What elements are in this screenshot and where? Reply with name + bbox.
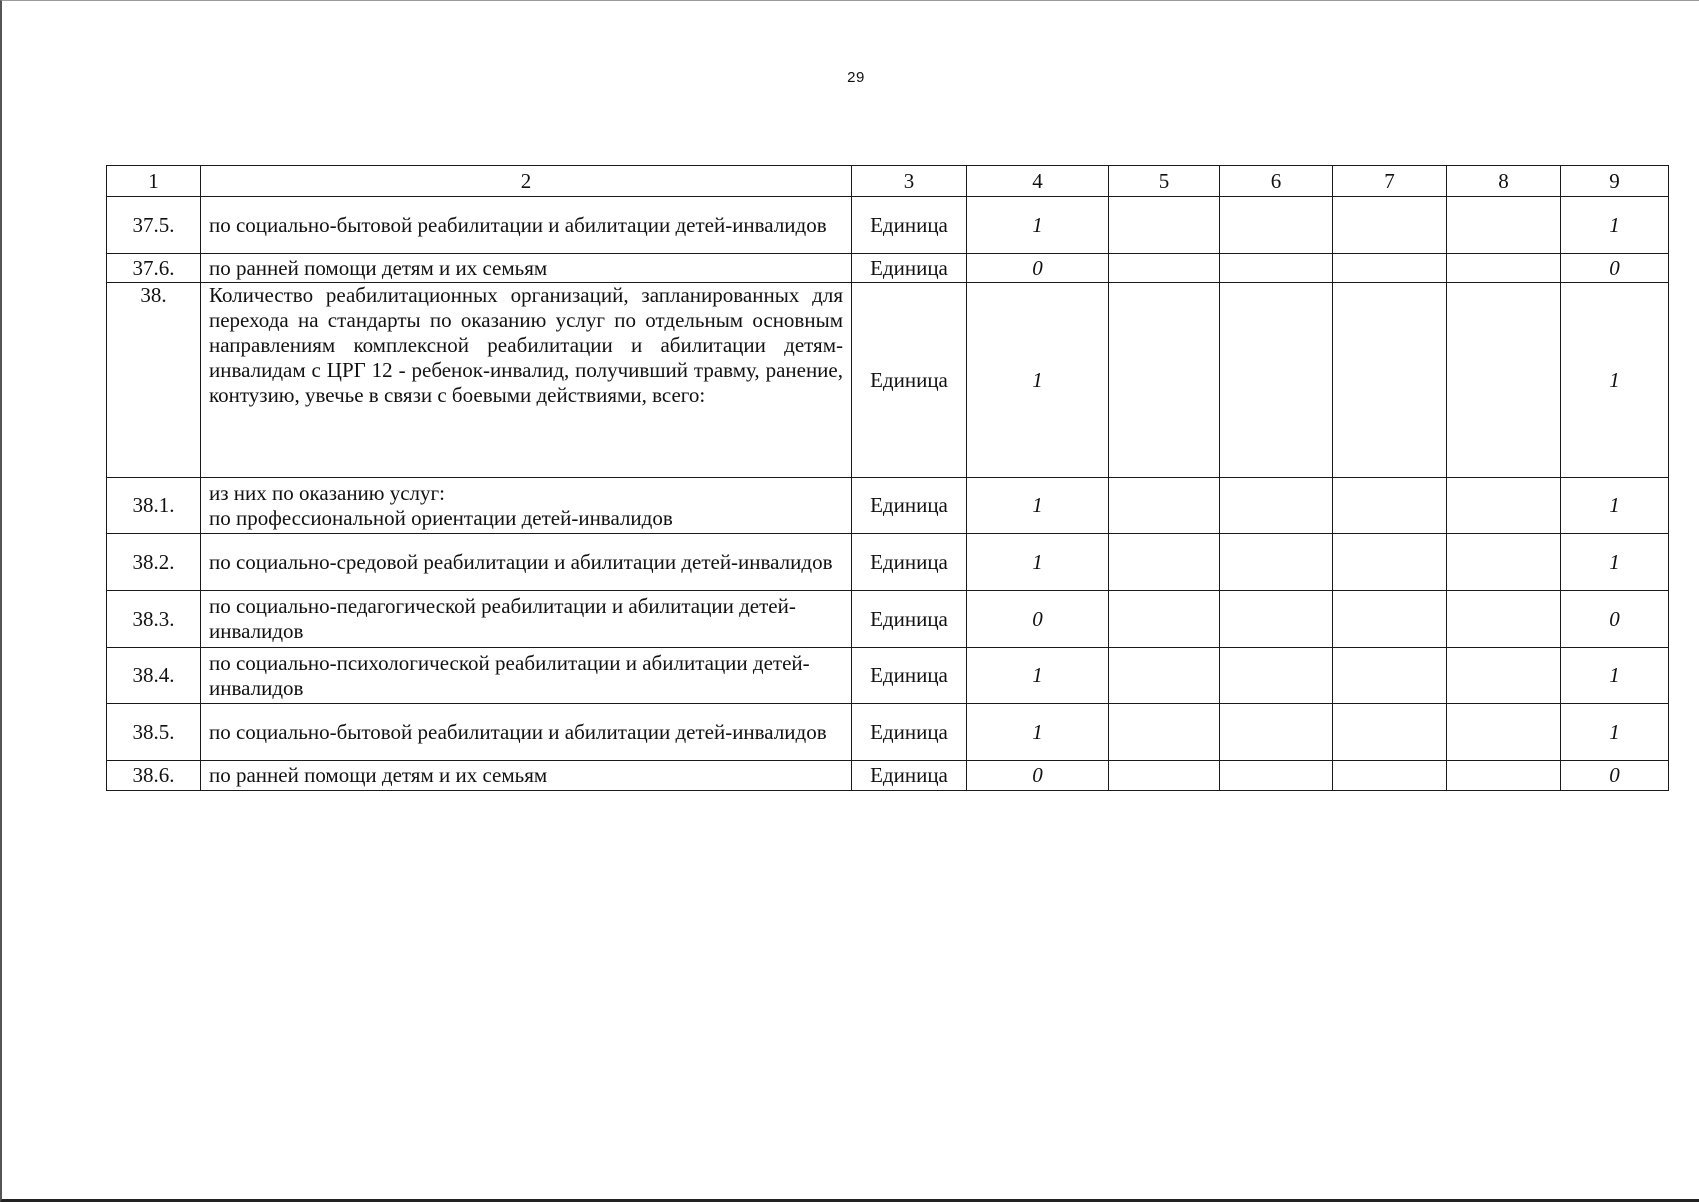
row-unit: Единица	[852, 283, 967, 478]
row-value-col5	[1109, 197, 1220, 254]
header-cell: 6	[1220, 166, 1333, 197]
row-name-line: по ранней помощи детям и их семьям	[209, 763, 548, 787]
row-value-col6	[1220, 478, 1333, 534]
row-value-col4: 1	[967, 197, 1109, 254]
row-value-col6	[1220, 534, 1333, 591]
row-value-col9: 1	[1561, 648, 1669, 704]
row-name	[201, 283, 852, 478]
row-name-line: по социально-педагогической реабилитации и абилитации детей-инвалидов	[209, 594, 796, 643]
row-name-line: по социально-бытовой реабилитации и абилитации детей-инвалидов	[209, 212, 827, 237]
table-row	[107, 197, 1669, 254]
page-number: 29	[847, 69, 865, 86]
row-value-col5	[1109, 254, 1220, 283]
row-unit: Единица	[852, 197, 967, 254]
row-value-col7	[1333, 591, 1447, 648]
row-value-col7	[1333, 761, 1447, 791]
row-value-col4: 1	[967, 283, 1109, 478]
row-value-col8	[1447, 254, 1561, 283]
header-cell: 1	[107, 166, 201, 197]
row-value-col4: 0	[967, 761, 1109, 791]
row-number: 38.2.	[107, 534, 201, 591]
row-name-line: Количество реабилитационных организаций, запланированных для перехода на стандарты по оказанию услуг по отдельным основным направлениям комплексной реабилитации и абилитации детям-инвалидам с ЦРГ 12 - ребенок-инвалид, получивший травму, ранение, контузию, увечье в связи с боевыми действиями, всего:	[209, 283, 843, 407]
row-value-col8	[1447, 197, 1561, 254]
row-name-line: по ранней помощи детям и их семьям	[209, 255, 548, 280]
row-name	[201, 761, 852, 791]
row-value-col6	[1220, 761, 1333, 791]
row-value-col9: 1	[1561, 478, 1669, 534]
row-number: 38.5.	[107, 704, 201, 761]
table-row	[107, 283, 1669, 478]
row-number: 38.3.	[107, 591, 201, 648]
row-value-col7	[1333, 704, 1447, 761]
row-value-col5	[1109, 704, 1220, 761]
table-row	[107, 478, 1669, 534]
row-unit: Единица	[852, 254, 967, 283]
table-row	[107, 704, 1669, 761]
row-value-col8	[1447, 648, 1561, 704]
table-row	[107, 761, 1669, 791]
row-value-col4: 0	[967, 254, 1109, 283]
row-number: 38.	[107, 283, 201, 478]
row-value-col6	[1220, 197, 1333, 254]
row-value-col7	[1333, 478, 1447, 534]
header-cell: 8	[1447, 166, 1561, 197]
row-value-col7	[1333, 197, 1447, 254]
table-row	[107, 591, 1669, 648]
header-row	[107, 166, 1669, 197]
row-name	[201, 704, 852, 761]
row-number: 38.1.	[107, 478, 201, 534]
row-value-col9: 1	[1561, 197, 1669, 254]
row-number: 38.6.	[107, 761, 201, 791]
row-value-col4: 1	[967, 704, 1109, 761]
row-unit: Единица	[852, 761, 967, 791]
row-name-line: по социально-средовой реабилитации и абилитации детей-инвалидов	[209, 549, 833, 574]
row-value-col4: 0	[967, 591, 1109, 648]
row-value-col5	[1109, 761, 1220, 791]
row-value-col9: 1	[1561, 283, 1669, 478]
header-cell: 7	[1333, 166, 1447, 197]
row-value-col7	[1333, 254, 1447, 283]
table-row	[107, 534, 1669, 591]
row-name	[201, 648, 852, 704]
row-value-col6	[1220, 254, 1333, 283]
row-value-col8	[1447, 704, 1561, 761]
row-value-col6	[1220, 283, 1333, 478]
row-name	[201, 591, 852, 648]
row-name-line: из них по оказанию услуг:	[209, 480, 445, 505]
row-value-col7	[1333, 648, 1447, 704]
row-value-col8	[1447, 591, 1561, 648]
row-value-col8	[1447, 283, 1561, 478]
row-value-col5	[1109, 648, 1220, 704]
row-value-col8	[1447, 534, 1561, 591]
row-value-col5	[1109, 534, 1220, 591]
row-value-col9: 0	[1561, 254, 1669, 283]
row-unit: Единица	[852, 648, 967, 704]
row-value-col5	[1109, 283, 1220, 478]
row-value-col5	[1109, 478, 1220, 534]
row-unit: Единица	[852, 591, 967, 648]
row-number: 37.5.	[107, 197, 201, 254]
row-value-col6	[1220, 591, 1333, 648]
row-name	[201, 534, 852, 591]
table-row	[107, 254, 1669, 283]
row-value-col7	[1333, 283, 1447, 478]
row-value-col6	[1220, 648, 1333, 704]
row-number: 37.6.	[107, 254, 201, 283]
indicator-table	[106, 165, 1669, 791]
row-value-col4: 1	[967, 648, 1109, 704]
row-number: 38.4.	[107, 648, 201, 704]
header-cell: 5	[1109, 166, 1220, 197]
header-cell: 2	[201, 166, 852, 197]
row-value-col5	[1109, 591, 1220, 648]
row-name-line: по профессиональной ориентации детей-инвалидов	[209, 505, 673, 530]
row-unit: Единица	[852, 534, 967, 591]
header-cell: 3	[852, 166, 967, 197]
row-value-col8	[1447, 478, 1561, 534]
row-value-col9: 1	[1561, 534, 1669, 591]
row-value-col8	[1447, 761, 1561, 791]
row-value-col9: 0	[1561, 761, 1669, 791]
row-name	[201, 478, 852, 534]
row-name-line: по социально-бытовой реабилитации и абилитации детей-инвалидов	[209, 719, 827, 744]
row-value-col4: 1	[967, 478, 1109, 534]
row-name	[201, 254, 852, 283]
header-cell: 9	[1561, 166, 1669, 197]
row-value-col6	[1220, 704, 1333, 761]
row-name	[201, 197, 852, 254]
row-value-col7	[1333, 534, 1447, 591]
row-value-col4: 1	[967, 534, 1109, 591]
table-row	[107, 648, 1669, 704]
header-cell: 4	[967, 166, 1109, 197]
row-unit: Единица	[852, 704, 967, 761]
row-value-col9: 0	[1561, 591, 1669, 648]
row-name-line: по социально-психологической реабилитации и абилитации детей-инвалидов	[209, 650, 810, 700]
row-unit: Единица	[852, 478, 967, 534]
row-value-col9: 1	[1561, 704, 1669, 761]
